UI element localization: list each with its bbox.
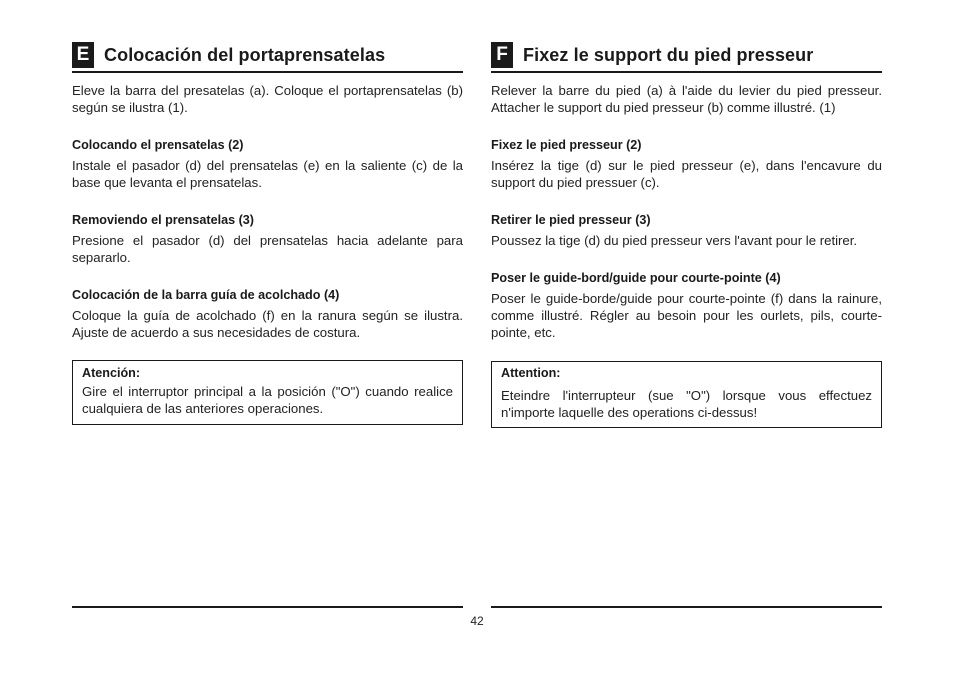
subsection-body: Coloque la guía de acolchado (f) en la ranura según se ilustra. Ajuste de acuerdo a sus necesidades de costura.	[72, 308, 463, 340]
subsection	[72, 212, 463, 266]
language-badge-f: F	[491, 42, 513, 68]
subsection-body: Instale el pasador (d) del prensatelas (e) en la saliente (c) de la base que levanta el prensatelas.	[72, 158, 463, 190]
spanish-column	[72, 43, 463, 425]
subsection-heading: Retirer le pied presseur (3)	[491, 213, 651, 227]
subsection	[72, 137, 463, 191]
french-column	[491, 43, 882, 428]
subsection-heading: Poser le guide-bord/guide pour courte-pointe (4)	[491, 271, 781, 285]
caution-heading: Attention:	[501, 366, 561, 380]
subsection	[491, 212, 882, 249]
page-title: Fixez le support du pied presseur	[523, 44, 814, 65]
page-title: Colocación del portaprensatelas	[104, 44, 386, 65]
footer-divider-left	[72, 606, 463, 608]
section-heading	[72, 43, 463, 67]
subsection	[72, 287, 463, 341]
subsection-body: Presione el pasador (d) del prensatelas hacia adelante para separarlo.	[72, 233, 463, 265]
caution-note-box	[491, 361, 882, 428]
page-number: 42	[470, 614, 484, 628]
intro-paragraph: Eleve la barra del presatelas (a). Coloque el portaprensatelas (b) según se ilustra (1).	[72, 83, 463, 115]
caution-body: Eteindre l'interrupteur (sue "O") lorsque vous effectuez n'importe laquelle des operations ci-dessus!	[501, 388, 872, 420]
caution-note-box	[72, 360, 463, 425]
subsection-body: Insérez la tige (d) sur le pied presseur (e), dans l'encavure du support du pied pressuer (c).	[491, 158, 882, 190]
subsection-heading: Removiendo el prensatelas (3)	[72, 213, 254, 227]
subsection-body: Poussez la tige (d) du pied presseur vers l'avant pour le retirer.	[491, 233, 858, 248]
section-heading	[491, 43, 882, 67]
subsection	[491, 137, 882, 191]
language-badge-e: E	[72, 42, 94, 68]
footer-divider-right	[491, 606, 882, 608]
heading-divider	[491, 71, 882, 73]
subsection-heading: Fixez le pied presseur (2)	[491, 138, 642, 152]
subsection-heading: Colocando el prensatelas (2)	[72, 138, 244, 152]
subsection	[491, 270, 882, 341]
subsection-heading: Colocación de la barra guía de acolchado (4)	[72, 288, 340, 302]
caution-body: Gire el interruptor principal a la posición ("O") cuando realice cualquiera de las anteriores operaciones.	[82, 384, 453, 416]
caution-heading: Atención:	[82, 366, 141, 380]
intro-paragraph: Relever la barre du pied (a) à l'aide du levier du pied presseur. Attacher le support du pied presseur (b) comme illustré. (1)	[491, 83, 882, 115]
subsection-body: Poser le guide-borde/guide pour courte-pointe (f) dans la rainure, comme illustré. Régler au besoin pour les ourlets, pils, courte-pointe, etc.	[491, 291, 882, 340]
heading-divider	[72, 71, 463, 73]
